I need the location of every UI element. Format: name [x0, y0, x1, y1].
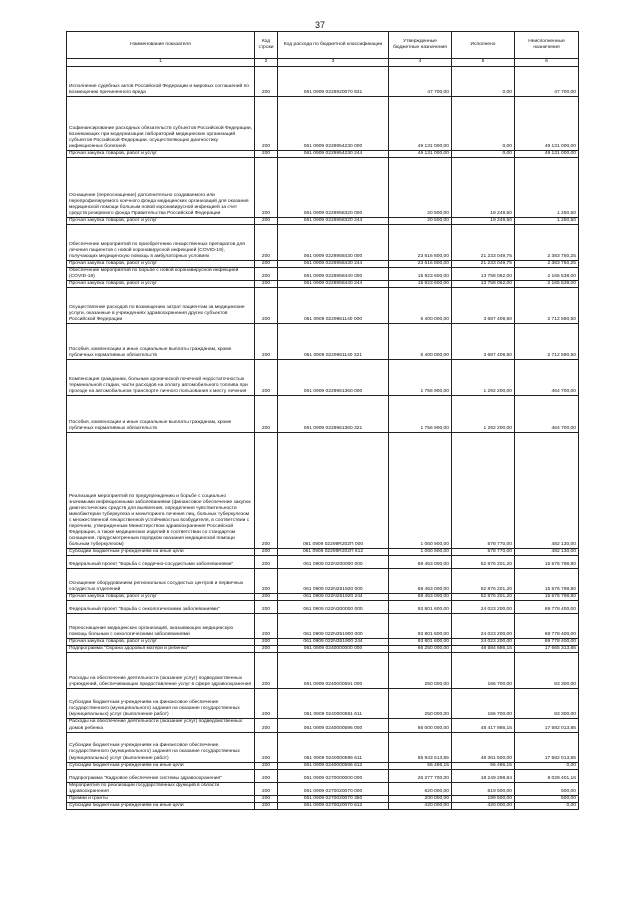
table-body [67, 67, 579, 810]
table-row [67, 549, 579, 556]
row-unexecuted: 83 300,00 [515, 689, 579, 719]
row-budget-code: 061 0909 0229954230 244 [278, 151, 389, 158]
row-executed: 3 687 409,50 [452, 324, 515, 360]
row-line-code: 200 [255, 324, 278, 360]
row-name: Расходы на обеспечение деятельности (оказание услуг) подведомственных домов ребенка [67, 719, 255, 732]
row-name: Реализация мероприятий по предупреждению и борьбе с социально значимыми инфекционными заболеваниями (финансовое обеспечение закупок диагностических средств для выявления, определения чувствительности микобактерии туберкулеза и мониторинга лечения лиц, больных туберкулезом с множественной лекарственной устойчивостью возбудителя, в соответствии с перечнем, утвержденным Министерством здравоохранения Российской Федерации, а также медицинских изделий в соответствии со стандартом оснащения, предусмотренным порядком оказания медицинской помощи больным туберкулезом) [67, 433, 255, 549]
row-executed: 48 584 686,15 [452, 646, 515, 653]
row-name: Субсидии бюджетным учреждениям на иные цели [67, 549, 255, 556]
row-budget-code: 061 0909 022N351900 000 [278, 614, 389, 639]
row-line-code: 200 [255, 556, 278, 569]
table-row [67, 601, 579, 614]
row-approved: 250 000,00 [389, 653, 452, 689]
row-name: Премии и гранты [67, 795, 255, 802]
row-name: Подпрограмма "Кадровое обеспечение системы здравоохранения" [67, 769, 255, 782]
table-row [67, 614, 579, 639]
row-approved: 23 616 800,00 [389, 225, 452, 261]
row-budget-code: 061 0909 0240000591 000 [278, 653, 389, 689]
table-row [67, 268, 579, 281]
row-unexecuted: 17 582 013,85 [515, 732, 579, 762]
table-row [67, 151, 579, 158]
row-line-code: 200 [255, 646, 278, 653]
row-executed: 21 233 049,75 [452, 225, 515, 261]
row-executed: 19 249,50 [452, 218, 515, 225]
table-row [67, 261, 579, 268]
row-name: Прочая закупка товаров, работ и услуг [67, 594, 255, 601]
row-unexecuted: 8 028 401,16 [515, 769, 579, 782]
row-executed: 18 249 298,84 [452, 769, 515, 782]
row-approved: 66 000 000,00 [389, 719, 452, 732]
row-unexecuted: 17 665 313,85 [515, 646, 579, 653]
row-approved: 15 923 600,00 [389, 268, 452, 281]
row-line-code: 200 [255, 281, 278, 288]
table-row [67, 594, 579, 601]
table-row [67, 762, 579, 769]
row-budget-code: 061 0909 0270020070 000 [278, 782, 389, 795]
row-approved: 250 000,00 [389, 689, 452, 719]
table-row [67, 689, 579, 719]
row-unexecuted: 464 700,00 [515, 396, 579, 433]
row-name: Оснащение (переоснащение) дополнительно создаваемого или перепрофилируемого коечного фонда медицинских организаций для оказания медицинской помощи больным новой коронавирусной инфекцией за счет средств резервного фонда Правительства Российской Федерации [67, 158, 255, 218]
row-name: Обеспечение мероприятий по приобретению лекарственных препаратов для лечения пациентов с новой коронавирусной инфекцией (COVID-19), получающих медицинскую помощь в амбулаторных условиях [67, 225, 255, 261]
header-unexecuted: Неисполненные назначения [515, 32, 579, 59]
row-name: Прочая закупка товаров, работ и услуг [67, 281, 255, 288]
header-row [67, 32, 579, 59]
row-budget-code: 061 0909 0270000000 000 [278, 769, 389, 782]
row-executed: 578 770,00 [452, 549, 515, 556]
row-executed: 0,00 [452, 67, 515, 97]
row-name: Субсидии бюджетным учреждениям на иные цели [67, 802, 255, 809]
row-name: Осуществление расходов по возмещению затрат пациентам за медицинские услуги, оказанные в учреждениях здравоохранения других субъектов Российской Федерации [67, 288, 255, 324]
table-row [67, 732, 579, 762]
row-unexecuted: 482 130,00 [515, 433, 579, 549]
row-executed: 52 876 201,20 [452, 569, 515, 594]
row-line-code: 200 [255, 614, 278, 639]
row-approved: 47 700,00 [389, 67, 452, 97]
table-row [67, 360, 579, 396]
table-row [67, 556, 579, 569]
row-unexecuted: 69 778 400,00 [515, 601, 579, 614]
row-unexecuted: 2 383 750,25 [515, 225, 579, 261]
table-row [67, 225, 579, 261]
header-budget-code: Код расхода по бюджетной классификации [278, 32, 389, 59]
table-row [67, 569, 579, 594]
row-line-code: 200 [255, 261, 278, 268]
row-budget-code: 061 0909 0229954230 000 [278, 97, 389, 151]
row-budget-code: 061 0909 0229920070 831 [278, 67, 389, 97]
header-approved: Утвержденные бюджетные назначения [389, 32, 452, 59]
row-budget-code: 061 0909 0229961360 000 [278, 360, 389, 396]
row-approved: 93 801 600,00 [389, 601, 452, 614]
row-name: Компенсация гражданам, больным хронической почечной недостаточностью терминальной стадии, части расходов на оплату автомобильного топлива при проезде на автомобильном транспорте личного пользования к месту лечения [67, 360, 255, 396]
row-executed: 166 700,00 [452, 653, 515, 689]
row-unexecuted: 500,00 [515, 795, 579, 802]
row-line-code: 200 [255, 795, 278, 802]
row-approved: 26 277 700,00 [389, 769, 452, 782]
row-approved: 68 453 000,00 [389, 556, 452, 569]
row-budget-code: 061 0909 0229961360 321 [278, 396, 389, 433]
row-line-code: 200 [255, 762, 278, 769]
row-line-code: 200 [255, 639, 278, 646]
row-line-code: 200 [255, 653, 278, 689]
row-budget-code: 061 0909 0229958440 244 [278, 281, 389, 288]
row-unexecuted: 0,00 [515, 762, 579, 769]
row-budget-code: 061 0909 0229961140 321 [278, 324, 389, 360]
row-unexecuted: 49 131 000,00 [515, 97, 579, 151]
row-executed: 56 486,15 [452, 762, 515, 769]
row-budget-code: 061 0909 0240000591 611 [278, 689, 389, 719]
row-approved: 56 486,15 [389, 762, 452, 769]
budget-execution-table [66, 31, 579, 810]
table-row [67, 719, 579, 732]
table-row [67, 67, 579, 97]
row-approved: 6 400 000,00 [389, 288, 452, 324]
table-row [67, 158, 579, 218]
row-line-code: 200 [255, 218, 278, 225]
row-unexecuted: 2 712 590,50 [515, 324, 579, 360]
column-number: 1 [67, 59, 255, 67]
row-budget-code: 061 0909 0229958440 000 [278, 268, 389, 281]
row-approved: 1 060 900,00 [389, 549, 452, 556]
row-name: Мероприятия по реализации государственных функций в области здравоохранения [67, 782, 255, 795]
table-row [67, 324, 579, 360]
row-unexecuted: 15 576 798,80 [515, 556, 579, 569]
row-executed: 48 361 500,00 [452, 732, 515, 762]
row-unexecuted: 15 576 798,80 [515, 569, 579, 594]
row-name: Переоснащение медицинских организаций, оказывающих медицинскую помощь больным с онкологическими заболеваниями [67, 614, 255, 639]
row-executed: 52 876 201,20 [452, 556, 515, 569]
row-name: Пособия, компенсации и иные социальные выплаты гражданам, кроме публичных нормативных обязательств [67, 396, 255, 433]
row-line-code: 200 [255, 288, 278, 324]
table-row [67, 288, 579, 324]
header-line-code: Код строки [255, 32, 278, 59]
row-name: Субсидии бюджетным учреждениям на иные цели [67, 762, 255, 769]
row-line-code: 200 [255, 719, 278, 732]
row-line-code: 200 [255, 151, 278, 158]
table-row [67, 97, 579, 151]
column-number: 4 [389, 59, 452, 67]
row-budget-code: 061 0909 022N251920 244 [278, 594, 389, 601]
row-executed: 420 000,00 [452, 802, 515, 809]
row-executed: 21 233 049,75 [452, 261, 515, 268]
row-line-code: 200 [255, 396, 278, 433]
column-number-row [67, 59, 579, 67]
row-budget-code: 061 0909 0240000596 612 [278, 762, 389, 769]
row-name: Оснащение оборудованием региональных сосудистых центров и первичных сосудистых отделений [67, 569, 255, 594]
row-name: Федеральный проект "Борьба с сердечно-сосудистыми заболеваниями" [67, 556, 255, 569]
row-name: Субсидии бюджетным учреждениям на финансовое обеспечение государственного (муниципального) задания на оказание государственных (муниципальных) услуг (выполнение работ) [67, 689, 255, 719]
row-budget-code: 061 0909 022N300000 000 [278, 601, 389, 614]
row-budget-code: 061 0909 0229958430 000 [278, 225, 389, 261]
row-approved: 68 453 000,00 [389, 594, 452, 601]
row-name: Пособия, компенсации и иные социальные выплаты гражданам, кроме публичных нормативных обязательств [67, 324, 255, 360]
row-approved: 65 943 513,85 [389, 732, 452, 762]
row-budget-code: 061 0909 02299R202П 000 [278, 433, 389, 549]
row-line-code: 200 [255, 549, 278, 556]
row-line-code: 200 [255, 569, 278, 594]
row-budget-code: 061 0909 0229961140 000 [278, 288, 389, 324]
row-executed: 199 500,00 [452, 795, 515, 802]
row-unexecuted: 2 165 538,00 [515, 268, 579, 281]
row-approved: 6 400 000,00 [389, 324, 452, 360]
row-budget-code: 061 0909 02299R202П 612 [278, 549, 389, 556]
row-executed: 24 023 200,00 [452, 614, 515, 639]
row-name: Прочая закупка товаров, работ и услуг [67, 218, 255, 225]
table-row [67, 802, 579, 809]
row-approved: 49 131 000,00 [389, 97, 452, 151]
row-name: Прочая закупка товаров, работ и услуг [67, 261, 255, 268]
row-executed: 166 700,00 [452, 689, 515, 719]
row-approved: 1 756 900,00 [389, 360, 452, 396]
row-budget-code: 061 0909 022N251920 000 [278, 569, 389, 594]
row-unexecuted: 500,00 [515, 782, 579, 795]
row-line-code: 200 [255, 67, 278, 97]
row-unexecuted: 482 130,00 [515, 549, 579, 556]
row-approved: 93 801 600,00 [389, 639, 452, 646]
row-budget-code: 061 0909 0229958430 244 [278, 261, 389, 268]
row-name: Прочая закупка товаров, работ и услуг [67, 639, 255, 646]
header-indicator-name: Наименование показателя [67, 32, 255, 59]
row-executed: 619 500,00 [452, 782, 515, 795]
row-name: Прочая закупка товаров, работ и услуг [67, 151, 255, 158]
row-budget-code: 061 0909 0240000596 000 [278, 719, 389, 732]
table-row [67, 653, 579, 689]
row-line-code: 200 [255, 802, 278, 809]
row-line-code: 200 [255, 360, 278, 396]
row-unexecuted: 47 700,00 [515, 67, 579, 97]
row-executed: 24 023 200,00 [452, 601, 515, 614]
row-line-code: 200 [255, 594, 278, 601]
column-number: 6 [515, 59, 579, 67]
row-budget-code: 061 0909 022N351900 244 [278, 639, 389, 646]
row-executed: 0,00 [452, 97, 515, 151]
row-executed: 0,00 [452, 151, 515, 158]
row-name: Софинансирование расходных обязательств субъектов Российской Федерации, возникающих при модернизации лабораторий медицинских организаций субъектов Российской Федерации, осуществляющих диагностику инфекционных болезней [67, 97, 255, 151]
row-approved: 23 616 800,00 [389, 261, 452, 268]
row-line-code: 200 [255, 225, 278, 261]
row-unexecuted: 2 383 750,25 [515, 261, 579, 268]
row-unexecuted: 464 700,00 [515, 360, 579, 396]
page-number: 37 [314, 20, 325, 30]
row-unexecuted: 2 712 590,50 [515, 288, 579, 324]
row-name: Федеральный проект "Борьба с онкологическими заболеваниями" [67, 601, 255, 614]
header-executed: Исполнено [452, 32, 515, 59]
table-row [67, 782, 579, 795]
row-executed: 52 876 201,20 [452, 594, 515, 601]
table-row [67, 646, 579, 653]
row-unexecuted: 2 165 538,00 [515, 281, 579, 288]
row-executed: 1 292 200,00 [452, 360, 515, 396]
row-approved: 200 000,00 [389, 795, 452, 802]
row-name: Обеспечение мероприятий по борьбе с новой коронавирусной инфекцией (COVID-19) [67, 268, 255, 281]
row-line-code: 200 [255, 601, 278, 614]
row-approved: 1 060 900,00 [389, 433, 452, 549]
row-budget-code: 061 0909 0270020070 350 [278, 795, 389, 802]
row-approved: 15 923 600,00 [389, 281, 452, 288]
row-executed: 578 770,00 [452, 433, 515, 549]
row-line-code: 200 [255, 782, 278, 795]
table-row [67, 769, 579, 782]
row-budget-code: 061 0909 0229958320 244 [278, 218, 389, 225]
table-row [67, 218, 579, 225]
row-unexecuted: 1 250,50 [515, 218, 579, 225]
row-unexecuted: 15 576 798,80 [515, 594, 579, 601]
row-approved: 66 250 000,00 [389, 646, 452, 653]
row-unexecuted: 1 250,50 [515, 158, 579, 218]
row-line-code: 200 [255, 689, 278, 719]
row-executed: 48 417 986,15 [452, 719, 515, 732]
row-budget-code: 061 0909 0240000596 611 [278, 732, 389, 762]
row-unexecuted: 69 778 400,00 [515, 639, 579, 646]
row-unexecuted: 49 131 000,00 [515, 151, 579, 158]
column-number: 3 [278, 59, 389, 67]
row-line-code: 200 [255, 268, 278, 281]
row-line-code: 200 [255, 158, 278, 218]
row-executed: 3 687 409,50 [452, 288, 515, 324]
row-approved: 68 453 000,00 [389, 569, 452, 594]
row-name: Расходы на обеспечение деятельности (оказание услуг) подведомственных учреждений, обеспечивающих предоставление услуг в сфере здравоохранения [67, 653, 255, 689]
row-approved: 49 131 000,00 [389, 151, 452, 158]
row-approved: 1 756 900,00 [389, 396, 452, 433]
column-number: 2 [255, 59, 278, 67]
row-unexecuted: 0,00 [515, 802, 579, 809]
row-name: Субсидии бюджетным учреждениям на финансовое обеспечение государственного (муниципального) задания на оказание государственных (муниципальных) услуг (выполнение работ) [67, 732, 255, 762]
table-row [67, 396, 579, 433]
row-budget-code: 061 0909 0270020070 612 [278, 802, 389, 809]
row-line-code: 200 [255, 97, 278, 151]
column-number: 5 [452, 59, 515, 67]
row-budget-code: 061 0909 022N200000 000 [278, 556, 389, 569]
row-executed: 24 023 200,00 [452, 639, 515, 646]
row-approved: 420 000,00 [389, 802, 452, 809]
row-executed: 1 292 200,00 [452, 396, 515, 433]
table-row [67, 639, 579, 646]
row-name: Исполнение судебных актов Российской Федерации и мировых соглашений по возмещению причиненного вреда [67, 67, 255, 97]
table-row [67, 433, 579, 549]
row-approved: 20 500,00 [389, 158, 452, 218]
row-line-code: 200 [255, 433, 278, 549]
row-budget-code: 061 0909 0229958320 000 [278, 158, 389, 218]
row-unexecuted: 83 300,00 [515, 653, 579, 689]
row-budget-code: 061 0909 0240000000 000 [278, 646, 389, 653]
row-line-code: 200 [255, 769, 278, 782]
row-unexecuted: 17 582 013,85 [515, 719, 579, 732]
table-row [67, 795, 579, 802]
row-executed: 13 758 062,00 [452, 268, 515, 281]
row-executed: 13 758 062,00 [452, 281, 515, 288]
table-row [67, 281, 579, 288]
row-unexecuted: 69 778 400,00 [515, 614, 579, 639]
row-line-code: 200 [255, 732, 278, 762]
row-approved: 93 801 600,00 [389, 614, 452, 639]
row-approved: 20 500,00 [389, 218, 452, 225]
row-executed: 19 249,50 [452, 158, 515, 218]
row-name: Подпрограмма "Охрана здоровья матери и ребенка" [67, 646, 255, 653]
row-approved: 620 000,00 [389, 782, 452, 795]
